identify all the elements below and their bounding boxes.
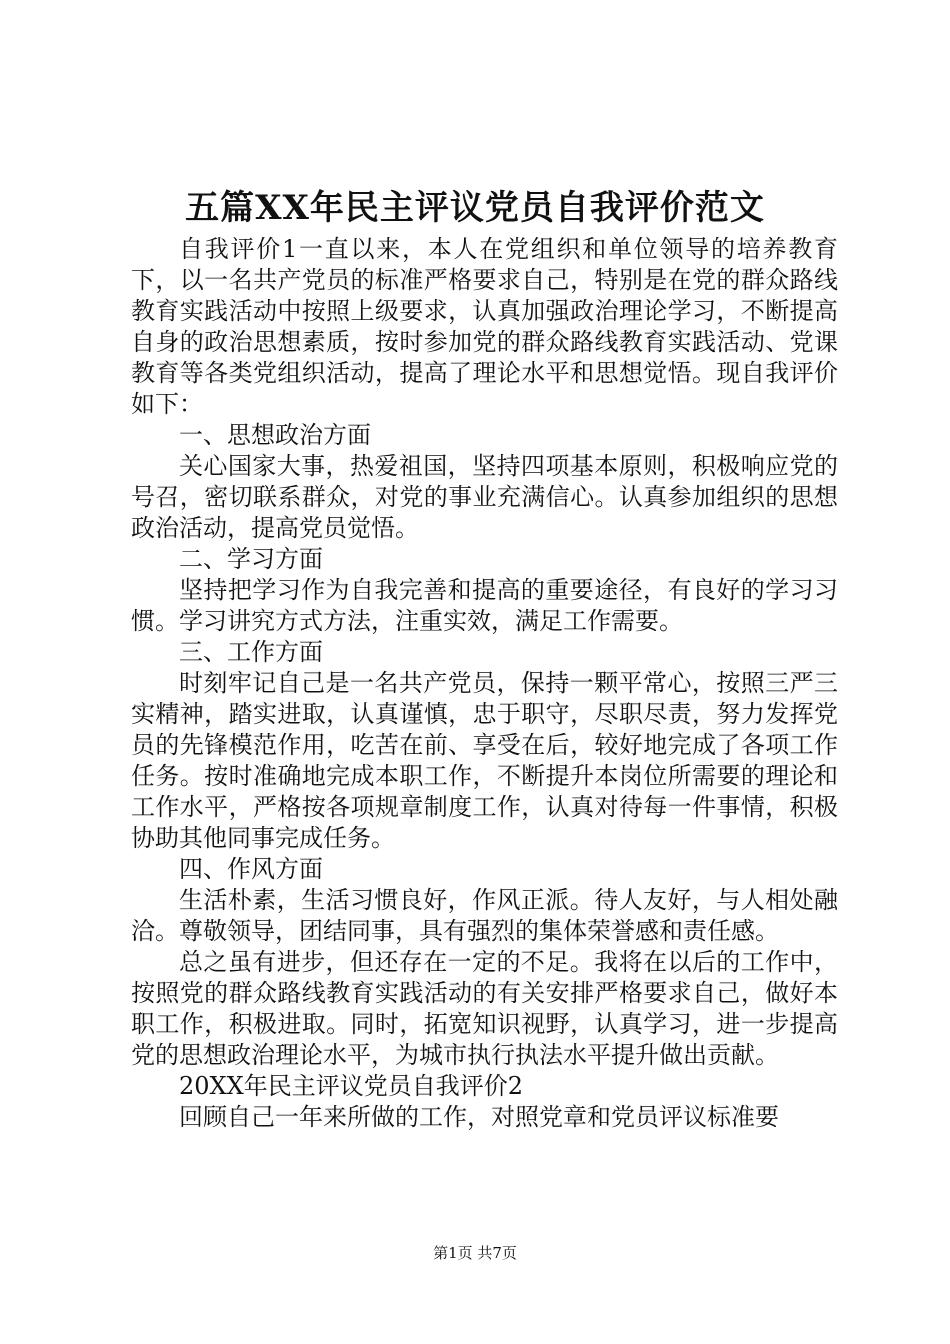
politics-paragraph: 关心国家大事，热爱祖国，坚持四项基本原则，积极响应党的号召，密切联系群众，对党的事业充满信心。认真参加组织的思想政治活动，提高党员觉悟。 — [131, 452, 838, 542]
style-paragraph: 生活朴素，生活习惯良好，作风正派。待人友好，与人相处融洽。尊敬领导，团结同事，具有强烈的集体荣誉感和责任感。 — [131, 886, 838, 945]
second-article-title: 20XX年民主评议党员自我评价2 — [179, 1072, 523, 1100]
study-paragraph: 坚持把学习作为自我完善和提高的重要途径，有良好的学习习惯。学习讲究方式方法，注重实效，满足工作需要。 — [131, 576, 838, 635]
section-heading-politics: 一、思想政治方面 — [179, 421, 371, 449]
document-title: 五篇XX年民主评议党员自我评价范文 — [185, 188, 765, 228]
section-heading-work: 三、工作方面 — [179, 638, 323, 666]
intro-paragraph: 自我评价1一直以来，本人在党组织和单位领导的培养教育下，以一名共产党员的标准严格要求自己，特别是在党的群众路线教育实践活动中按照上级要求，认真加强政治理论学习，不断提高自身的政治思想素质，按时参加党的群众路线教育实践活动、党课教育等各类党组织活动，提高了理论水平和思想觉悟。现自我评价如下： — [131, 235, 838, 418]
section-heading-style: 四、作风方面 — [179, 855, 323, 883]
work-paragraph: 时刻牢记自己是一名共产党员，保持一颗平常心，按照三严三实精神，踏实进取，认真谨慎，忠于职守，尽职尽责，努力发挥党员的先锋模范作用，吃苦在前、享受在后，较好地完成了各项工作任务。按时准确地完成本职工作，不断提升本岗位所需要的理论和工作水平，严格按各项规章制度工作，认真对待每一件事情，积极协助其他同事完成任务。 — [131, 669, 838, 852]
second-article-opening: 回顾自己一年来所做的工作，对照党章和党员评议标准要 — [179, 1103, 779, 1131]
section-heading-study: 二、学习方面 — [179, 545, 323, 573]
summary-paragraph: 总之虽有进步，但还存在一定的不足。我将在以后的工作中，按照党的群众路线教育实践活动的有关安排严格要求自己，做好本职工作，积极进取。同时，拓宽知识视野，认真学习，进一步提高党的思想政治理论水平，为城市执行执法水平提升做出贡献。 — [131, 948, 838, 1069]
page-footer: 第1页 共7页 — [433, 1244, 517, 1262]
document-body — [131, 234, 838, 1133]
